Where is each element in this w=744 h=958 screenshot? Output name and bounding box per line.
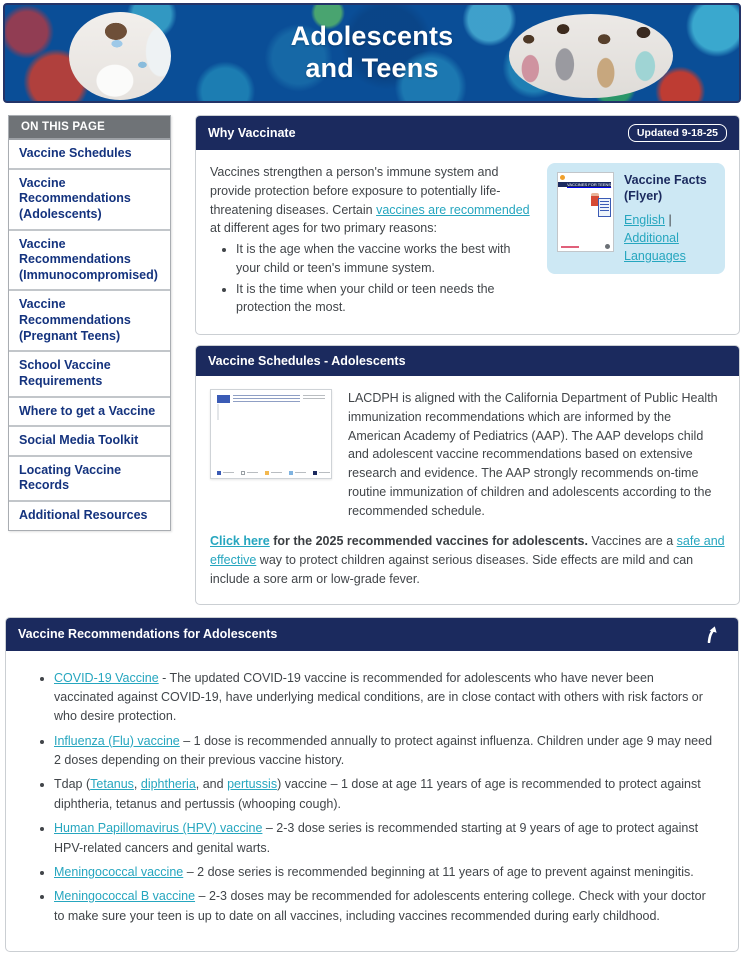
sidebar-header: ON THIS PAGE (9, 116, 170, 138)
page (0, 3, 744, 952)
flyer-footer-bar (561, 246, 579, 248)
vaccine-schedules-section (195, 345, 740, 605)
recommendation-item-covid19 (54, 669, 716, 727)
page-title-line2: and Teens (305, 53, 439, 83)
vaccine-schedule-thumbnail[interactable] (210, 389, 332, 479)
vaccine-recommendations-header (6, 618, 738, 651)
schedule-thumb-titlebar (217, 395, 325, 403)
text-segment: Vaccines strengthen a person's immune system and provide protection before exposure to potentially life-threatening diseases. Certain (210, 165, 501, 217)
text-segment: – 2-3 dose series is recommended starting at 9 years of age to protect against HPV-related cancers and genital warts. (54, 821, 699, 855)
recommendation-item-meningococcal-b (54, 887, 716, 926)
meningococcal-vaccine-link[interactable]: Meningococcal vaccine (54, 864, 184, 879)
text-segment: Tdap ( (54, 777, 91, 792)
text-segment: – 2-3 doses may be recommended for adolescents entering college. Check with your doctor to make sure your teen is up to date on all vaccines, including vaccines recommended during early childhood. (54, 889, 706, 923)
tetanus-link[interactable]: Tetanus (90, 777, 134, 792)
sidebar-item-recommendations-adolescents[interactable]: Vaccine Recommendations (Adolescents) (9, 168, 170, 229)
vaccines-are-recommended-link[interactable]: vaccines are recommended (376, 202, 530, 217)
text-segment: ) vaccine – 1 dose at age 11 years of age is recommended to protect against diphtheria, tetanus and pertussis (whooping cough). (54, 777, 701, 811)
teens-group-photo (509, 14, 673, 98)
on-this-page-sidebar (8, 115, 171, 531)
section-title: Vaccine Recommendations for Adolescents (18, 627, 278, 641)
adolescent-vaccination-photo (69, 12, 171, 100)
recommendation-item-hpv (54, 819, 716, 858)
schedules-footer-paragraph (210, 532, 725, 588)
sidebar-item-additional-resources[interactable]: Additional Resources (9, 500, 170, 530)
page-title (291, 21, 454, 85)
flyer-callout-box (598, 198, 611, 217)
section-title: Vaccine Schedules - Adolescents (208, 354, 406, 368)
back-to-top-arrow-icon (705, 626, 720, 643)
sidebar-item-recommendations-immunocompromised[interactable]: Vaccine Recommendations (Immunocompromised) (9, 229, 170, 290)
main-content (195, 115, 740, 605)
aap-logo-lines (303, 395, 325, 401)
safe-and-effective-link[interactable]: safe and effective (210, 534, 725, 567)
click-here-link[interactable]: Click here (210, 534, 270, 549)
hpv-vaccine-link[interactable]: Human Papillomavirus (HPV) vaccine (54, 821, 263, 836)
text-segment: way to protect children against serious diseases. Side effects are mild and can include a sore arm or low-grade fever. (210, 553, 694, 586)
influenza-flu-vaccine-link[interactable]: Influenza (Flu) vaccine (54, 733, 180, 748)
text-segment: – 2 dose series is recommended beginning at 11 years of age to prevent against meningitis. (183, 864, 694, 879)
recommendation-item-tdap (54, 775, 716, 814)
english-flyer-link[interactable]: English (624, 212, 665, 227)
text-segment: – 1 dose is recommended annually to protect against influenza. Children under age 9 may need 2 doses depending on their previous vaccine history. (54, 733, 713, 767)
recommendation-item-influenza (54, 732, 716, 771)
additional-languages-flyer-link[interactable]: Additional Languages (624, 230, 686, 263)
sidebar-item-locating-vaccine-records[interactable]: Locating Vaccine Records (9, 455, 170, 500)
why-vaccinate-section (195, 115, 740, 335)
sidebar-item-recommendations-pregnant-teens[interactable]: Vaccine Recommendations (Pregnant Teens) (9, 289, 170, 350)
why-bullet: • It is the age when the vaccine works the best with your child or teen's immune system. (236, 240, 531, 278)
cdc-logo-block (217, 395, 230, 403)
schedule-grid (217, 404, 219, 420)
text-segment: Vaccines are a (587, 534, 677, 549)
text-segment: , and (195, 777, 228, 792)
flyer-logo-dot-icon (560, 175, 565, 180)
flyer-footer-logo-icon (605, 244, 610, 249)
covid-19-vaccine-link[interactable]: COVID-19 Vaccine (54, 670, 159, 685)
sidebar-item-vaccine-schedules[interactable]: Vaccine Schedules (9, 138, 170, 168)
back-to-top-button[interactable] (699, 626, 726, 643)
flyer-thumb-header: VACCINES FOR TEENS (558, 182, 611, 187)
vaccine-facts-flyer-box (547, 163, 725, 274)
meningococcal-b-vaccine-link[interactable]: Meningococcal B vaccine (54, 889, 196, 904)
why-vaccinate-paragraph (210, 163, 531, 238)
why-vaccinate-text (210, 163, 531, 319)
why-bullet: • It is the time when your child or teen needs the protection the most. (236, 280, 531, 318)
vaccine-facts-flyer-thumbnail[interactable] (557, 172, 614, 252)
flyer-links (624, 211, 715, 265)
sidebar-item-social-media-toolkit[interactable]: Social Media Toolkit (9, 425, 170, 455)
flyer-link-divider: | (665, 212, 672, 227)
text-segment: , (133, 777, 141, 792)
diphtheria-link[interactable]: diphtheria (140, 777, 196, 792)
recommendations-list (54, 669, 716, 927)
why-vaccinate-bullet-list (236, 240, 531, 317)
schedule-legend (217, 471, 325, 475)
text-segment: - The updated COVID-19 vaccine is recommended for adolescents who have never been vaccinated against COVID-19, have underlying medical conditions, are in close contact with others with risk factors or who desire protection. (54, 670, 703, 724)
vaccine-recommendations-section (5, 617, 739, 953)
section-title: Why Vaccinate (208, 126, 296, 140)
text-segment: at different ages for two primary reasons: (210, 221, 437, 236)
updated-badge: Updated 9-18-25 (628, 124, 727, 142)
page-banner (3, 3, 741, 103)
why-vaccinate-header (196, 116, 739, 150)
schedules-paragraph: LACDPH is aligned with the California Department of Public Health immunization recommendations which are informed by the American Academy of Pediatrics (AAP). The AAP develops child and adolescent vaccine recommendations based on extensive research and evidence. The AAP strongly recommends on-time routine immunization of children and adolescents according to the recommended schedule. (348, 391, 718, 518)
recommendation-item-meningococcal (54, 863, 716, 882)
schedule-title-lines (233, 395, 300, 403)
page-title-line1: Adolescents (290, 21, 454, 52)
pertussis-link[interactable]: pertussis (227, 777, 278, 792)
text-segment: for the 2025 recommended vaccines for adolescents. (269, 534, 588, 549)
vaccine-schedules-header (196, 346, 739, 376)
sidebar-item-school-vaccine-requirements[interactable]: School Vaccine Requirements (9, 350, 170, 395)
flyer-title: Vaccine Facts (Flyer) (624, 173, 707, 204)
sidebar-item-where-to-get-a-vaccine[interactable]: Where to get a Vaccine (9, 396, 170, 426)
